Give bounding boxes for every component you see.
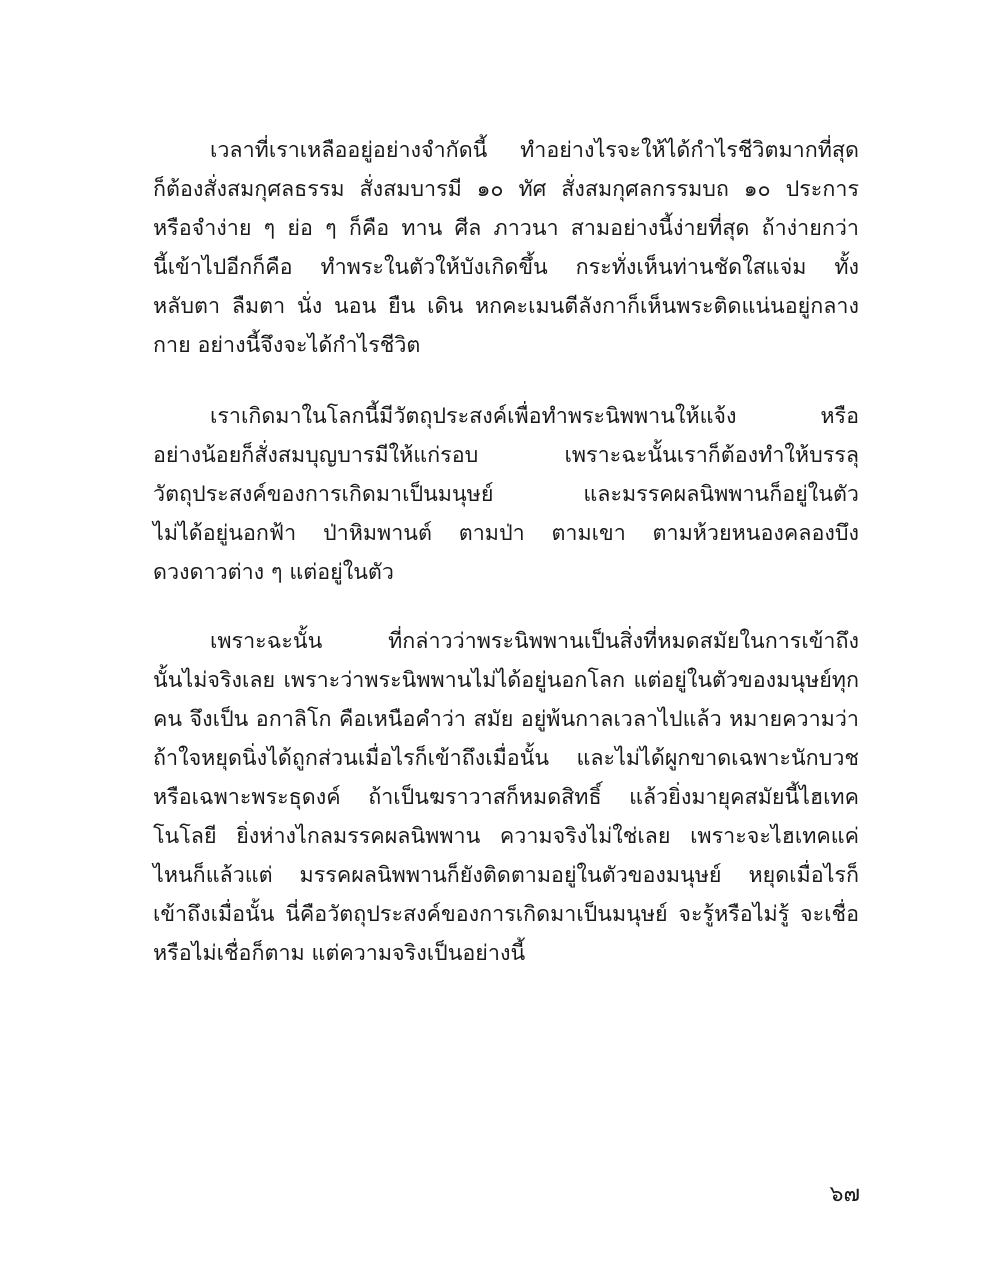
paragraph-line: วัตถุประสงค์ของการเกิดมาเป็นมนุษย์ และมรรคผลนิพพานก็อยู่ในตัว [153,482,859,507]
paragraph-line: ไหนก็แล้วแต่ มรรคผลนิพพานก็ยังติดตามอยู่ในตัวของมนุษย์ หยุดเมื่อไรก็ [153,863,859,888]
paragraph-line: นี้เข้าไปอีกก็คือ ทำพระในตัวให้บังเกิดขึ้น กระทั่งเห็นท่านชัดใสแจ่ม ทั้ง [153,255,859,280]
paragraph-line: หรือเฉพาะพระธุดงค์ ถ้าเป็นฆราวาสก็หมดสิทธิ์ แล้วยิ่งมายุคสมัยนี้ไฮเทค [153,785,859,810]
paragraph-line: คน จึงเป็น อกาลิโก คือเหนือคำว่า สมัย อยู่พ้นกาลเวลาไปแล้ว หมายความว่า [153,707,859,732]
page-number: ๖๗ [829,1182,860,1207]
paragraph-2 [153,397,859,592]
paragraph-line: เข้าถึงเมื่อนั้น นี่คือวัตถุประสงค์ของการเกิดมาเป็นมนุษย์ จะรู้หรือไม่รู้ จะเชื่อ [153,902,859,927]
paragraph-line: อย่างน้อยก็สั่งสมบุญบารมีให้แก่รอบ เพราะฉะนั้นเราก็ต้องทำให้บรรลุ [153,443,859,468]
paragraph-line: ก็ต้องสั่งสมกุศลธรรม สั่งสมบารมี ๑๐ ทัศ สั่งสมกุศลกรรมบถ ๑๐ ประการ [153,177,859,202]
paragraph-3 [153,622,859,973]
paragraph-line: ดวงดาวต่าง ๆ แต่อยู่ในตัว [153,560,394,585]
paragraph-line: เราเกิดมาในโลกนี้มีวัตถุประสงค์เพื่อทำพระนิพพานให้แจ้ง หรือ [210,404,859,429]
paragraph-line: เพราะฉะนั้น ที่กล่าวว่าพระนิพพานเป็นสิ่งที่หมดสมัยในการเข้าถึง [210,629,859,654]
paragraph-line: กาย อย่างนี้จึงจะได้กำไรชีวิต [153,333,421,358]
paragraph-line: โนโลยี ยิ่งห่างไกลมรรคผลนิพพาน ความจริงไม่ใช่เลย เพราะจะไฮเทคแค่ [153,824,859,849]
paragraph-1 [153,131,859,365]
paragraph-line: ถ้าใจหยุดนิ่งได้ถูกส่วนเมื่อไรก็เข้าถึงเมื่อนั้น และไม่ได้ผูกขาดเฉพาะนักบวช [153,746,859,771]
paragraph-line: หรือไม่เชื่อก็ตาม แต่ความจริงเป็นอย่างนี้ [153,941,526,966]
paragraph-line: เวลาที่เราเหลืออยู่อย่างจำกัดนี้ ทำอย่างไรจะให้ได้กำไรชีวิตมากที่สุด [210,138,859,163]
paragraph-line: หรือจำง่าย ๆ ย่อ ๆ ก็คือ ทาน ศีล ภาวนา สามอย่างนี้ง่ายที่สุด ถ้าง่ายกว่า [153,216,859,241]
paragraph-line: หลับตา ลืมตา นั่ง นอน ยืน เดิน หกคะเมนตีลังกาก็เห็นพระติดแน่นอยู่กลาง [153,294,859,319]
paragraph-line: นั้นไม่จริงเลย เพราะว่าพระนิพพานไม่ได้อยู่นอกโลก แต่อยู่ในตัวของมนุษย์ทุก [153,668,859,693]
paragraph-line: ไม่ได้อยู่นอกฟ้า ป่าหิมพานต์ ตามป่า ตามเขา ตามห้วยหนองคลองบึง [153,521,859,546]
